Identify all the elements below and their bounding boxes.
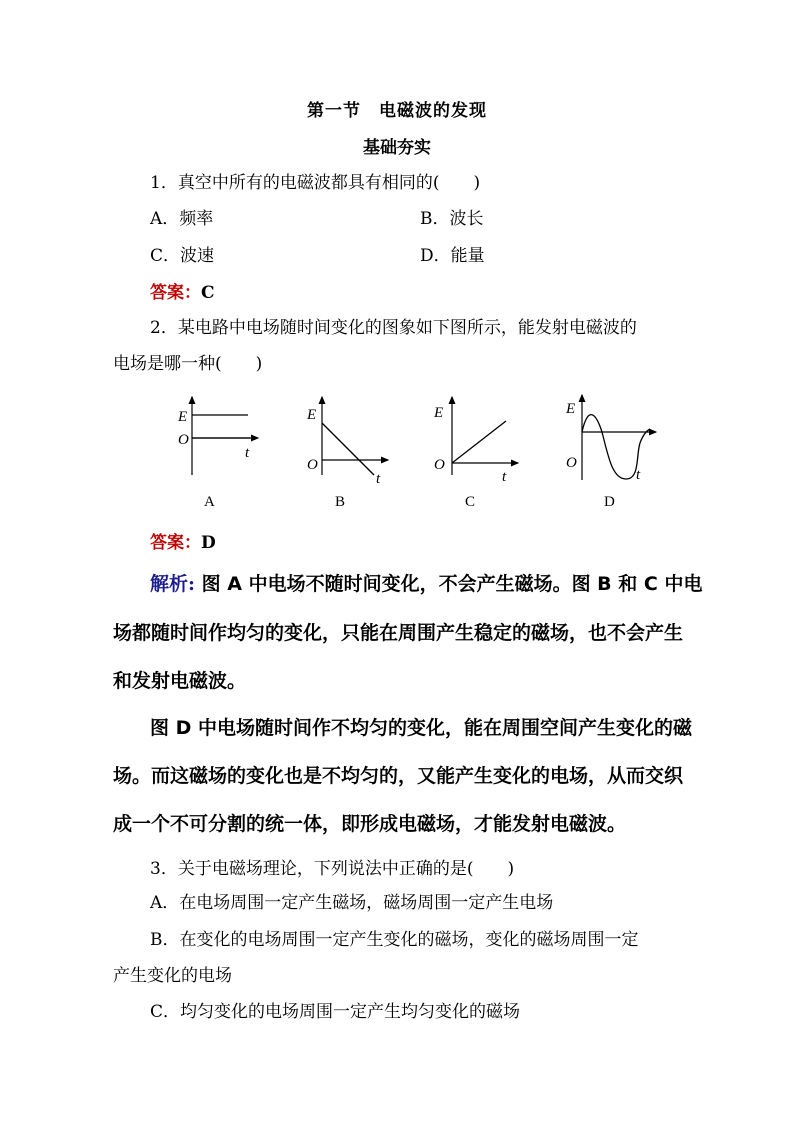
question-1-option-d: D．能量 bbox=[420, 246, 485, 266]
graph-d bbox=[565, 395, 656, 510]
graph-c-o-label: O bbox=[434, 457, 445, 473]
graph-c bbox=[433, 397, 518, 510]
graph-d-e-label: E bbox=[566, 401, 576, 417]
explanation-line-5: 场。而这磁场的变化也是不均匀的，又能产生变化的电场，从而交织 bbox=[113, 765, 684, 787]
question-1-answer bbox=[150, 282, 215, 304]
graph-a-e-label: E bbox=[178, 409, 188, 425]
question-3-option-c: C．均匀变化的电场周围一定产生均匀变化的磁场 bbox=[150, 1002, 521, 1022]
explanation-line-2: 场都随时间作均匀的变化，只能在周围产生稳定的磁场，也不会产生 bbox=[113, 622, 684, 644]
question-2-stem-line-1: 2．某电路中电场随时间变化的图象如下图所示，能发射电磁波的 bbox=[150, 318, 637, 338]
question-1-option-b: B．波长 bbox=[420, 209, 484, 229]
explanation-text: 图 A 中电场不随时间变化，不会产生磁场。图 B 和 C 中电 bbox=[195, 573, 703, 595]
question-1-option-c: C．波速 bbox=[150, 246, 215, 266]
question-3-option-b-line-1: B．在变化的电场周围一定产生变化的磁场，变化的磁场周围一定 bbox=[150, 930, 639, 950]
explanation-line-1 bbox=[150, 571, 702, 597]
answer-label: 答案： bbox=[150, 283, 201, 303]
graph-a-o-label: O bbox=[178, 432, 189, 448]
graph-c-e-label: E bbox=[434, 405, 444, 421]
graph-a bbox=[177, 397, 258, 510]
question-3-option-a: A．在电场周围一定产生磁场，磁场周围一定产生电场 bbox=[150, 893, 554, 913]
graph-c-t-label: t bbox=[502, 469, 507, 485]
question-1-option-a: A．频率 bbox=[150, 209, 214, 229]
answer-value: C bbox=[201, 283, 215, 303]
graph-b bbox=[306, 397, 388, 510]
explanation-line-6: 成一个不可分割的统一体，即形成电磁场，才能发射电磁波。 bbox=[113, 813, 627, 835]
page-title: 第一节 电磁波的发现 bbox=[307, 101, 487, 121]
graph-b-t-label: t bbox=[376, 471, 381, 487]
explanation-line-4: 图 D 中电场随时间作不均匀的变化，能在周围空间产生变化的磁 bbox=[150, 717, 693, 739]
answer-label: 答案： bbox=[150, 533, 201, 553]
graph-a-t-label: t bbox=[245, 445, 250, 461]
electric-field-graphs bbox=[150, 385, 690, 515]
graph-b-o-label: O bbox=[307, 457, 318, 473]
question-2-answer bbox=[150, 532, 216, 554]
graph-c-caption: C bbox=[465, 494, 476, 510]
graph-b-caption: B bbox=[335, 494, 346, 510]
question-2-stem-line-2: 电场是哪一种( ) bbox=[113, 354, 263, 374]
question-3-option-b-line-2: 产生变化的电场 bbox=[113, 966, 232, 986]
graph-d-t-label: t bbox=[636, 467, 641, 483]
section-heading: 基础夯实 bbox=[363, 138, 431, 158]
graph-d-caption: D bbox=[604, 494, 615, 510]
explanation-line-3: 和发射电磁波。 bbox=[113, 670, 247, 692]
graph-b-e-label: E bbox=[307, 407, 317, 423]
question-3-stem: 3．关于电磁场理论，下列说法中正确的是( ) bbox=[150, 859, 515, 879]
graph-d-o-label: O bbox=[566, 455, 577, 471]
answer-value: D bbox=[201, 533, 216, 553]
question-1-stem: 1．真空中所有的电磁波都具有相同的( ) bbox=[150, 173, 481, 193]
graph-c-line bbox=[452, 421, 506, 463]
explanation-label: 解析: bbox=[150, 573, 196, 595]
graph-b-line bbox=[322, 423, 374, 475]
graph-a-caption: A bbox=[204, 494, 215, 510]
